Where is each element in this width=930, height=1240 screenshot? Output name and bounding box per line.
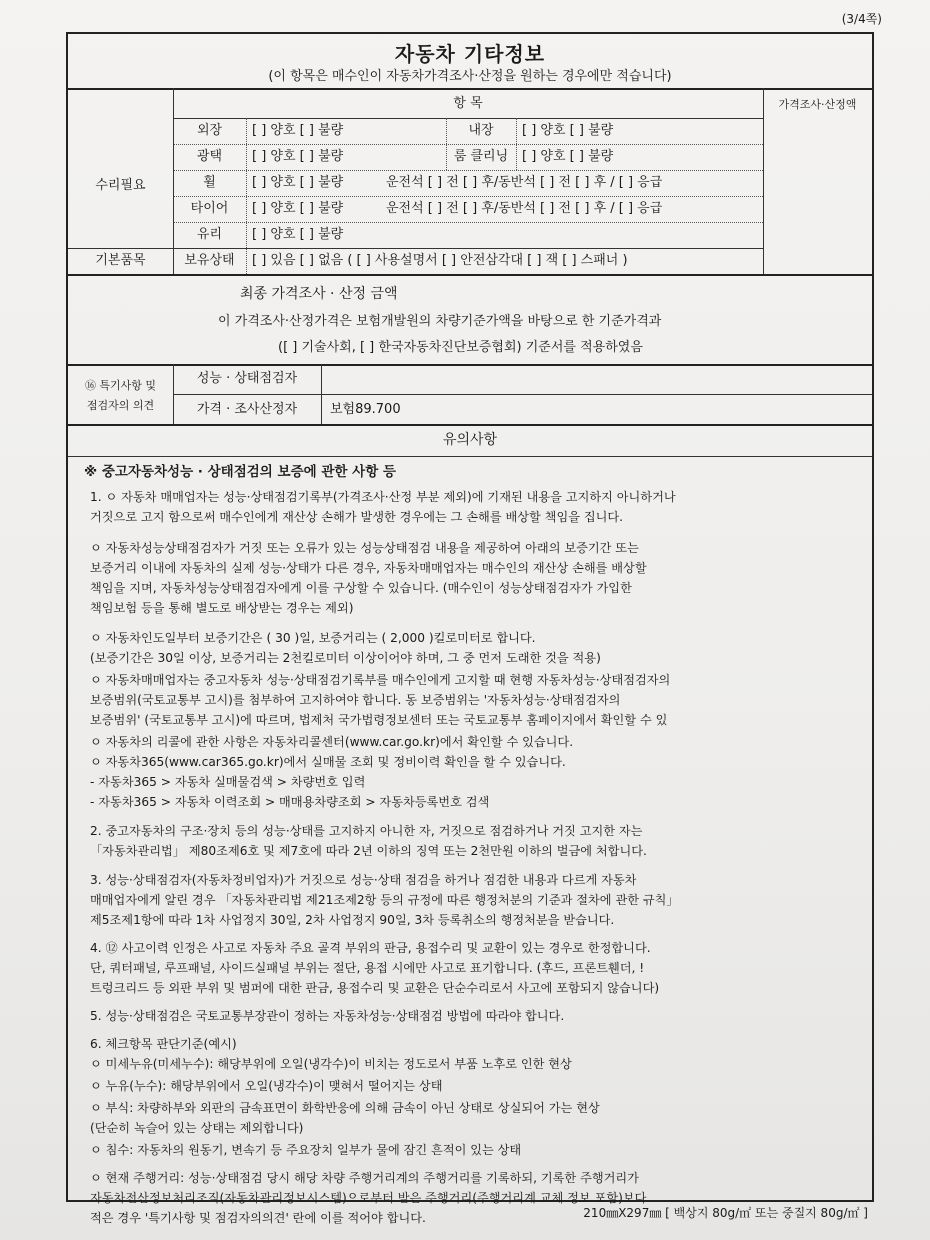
- position-checkbox[interactable]: 운전석 [ ] 전 [ ] 후/동반석 [ ] 전 [ ] 후 / [ ] 응급: [386, 201, 663, 216]
- price-column-header: 가격조사·산정액: [778, 98, 857, 111]
- notice-heading: 유의사항: [442, 432, 498, 448]
- opinion-label: 점검자의 의견: [86, 399, 155, 412]
- repair-label: 수리필요: [95, 178, 146, 193]
- section-border: [68, 364, 872, 366]
- notice-line: 트렁크리드 등 외판 부위 및 범퍼에 대한 판금, 용접수리 및 교환은 단순수리로서 사고에 포함되지 않습니다): [90, 981, 660, 995]
- final-price-text: 이 가격조사·산정가격은 보험개발원의 차량기준가액을 바탕으로 한 기준가격과: [218, 314, 662, 329]
- items-header: 항 목: [453, 96, 483, 111]
- basic-items-checkbox[interactable]: [ ] 있음 [ ] 없음 ( [ ] 사용설명서 [ ] 안전삼각대 [ ] 잭 [ ] 스패너 ): [252, 253, 628, 268]
- appraiser-value[interactable]: 보험89.700: [330, 402, 401, 417]
- condition-checkbox[interactable]: [ ] 양호 [ ] 불량: [252, 123, 344, 138]
- notice-line: (보증기간은 30일 이상, 보증거리는 2천킬로미터 이상이어야 하며, 그 중 먼저 도래한 것을 적용): [90, 651, 601, 665]
- notice-line: ㅇ 침수: 자동차의 원동기, 변속기 등 주요장치 일부가 물에 잠긴 흔적이 있는 상태: [90, 1143, 522, 1157]
- row-name: 타이어: [190, 201, 229, 216]
- final-price-title: 최종 가격조사 · 산정 금액: [240, 286, 398, 302]
- notice-line: - 자동차365 > 자동차 실매물검색 > 차량번호 입력: [90, 775, 366, 789]
- notice-line: ㅇ 자동차의 리콜에 관한 사항은 자동차리콜센터(www.car.go.kr)에서 확인할 수 있습니다.: [90, 735, 574, 749]
- notice-line: ㅇ 부식: 차량하부와 외판의 금속표면이 화학반응에 의해 금속이 아닌 상태로 상실되어 가는 현상: [90, 1101, 600, 1115]
- notice-line: 거짓으로 고지 함으로써 매수인에게 재산상 손해가 발생한 경우에는 그 손해를 배상할 책임을 집니다.: [90, 510, 624, 524]
- position-checkbox[interactable]: 운전석 [ ] 전 [ ] 후/동반석 [ ] 전 [ ] 후 / [ ] 응급: [386, 175, 663, 190]
- page-number: (3/4쪽): [841, 12, 882, 26]
- opinion-divider: [173, 394, 872, 395]
- document-title: 자동차 기타정보: [394, 42, 546, 66]
- basic-items-label: 기본품목: [95, 253, 146, 268]
- condition-checkbox[interactable]: [ ] 양호 [ ] 불량: [252, 227, 344, 242]
- row-divider: [173, 144, 763, 145]
- table-section-border: [68, 274, 872, 276]
- notice-line: 적은 경우 '특기사항 및 점검자의의견' 란에 이를 적어야 합니다.: [90, 1211, 426, 1225]
- section-border: [68, 424, 872, 426]
- notice-line: 6. 체크항목 판단기준(예시): [90, 1037, 237, 1051]
- notice-header-divider: [68, 456, 872, 457]
- notice-line: 책임을 지며, 자동차성능상태점검자에게 이를 구상할 수 있습니다. (매수인이 성능상태점검자가 가입한: [90, 581, 632, 595]
- condition-checkbox[interactable]: [ ] 양호 [ ] 불량: [252, 175, 344, 190]
- notice-line: - 자동차365 > 자동차 이력조회 > 매매용차량조회 > 자동차등록번호 검색: [90, 795, 490, 809]
- notice-line: ㅇ 자동차인도일부터 보증기간은 ( 30 )일, 보증거리는 ( 2,000 )킬로미터로 합니다.: [90, 631, 536, 645]
- notice-line: 2. 중고자동차의 구조·장치 등의 성능·상태를 고지하지 아니한 자, 거짓으로 점검하거나 거짓 고지한 자는: [90, 824, 643, 838]
- notice-line: ㅇ 미세누유(미세누수): 해당부위에 오일(냉각수)이 비치는 정도로서 부품 노후로 인한 현상: [90, 1057, 572, 1071]
- warranty-heading: ※ 중고자동차성능 · 상태점검의 보증에 관한 사항 등: [84, 464, 396, 480]
- notice-line: 4. ⑫ 사고이력 인정은 사고로 자동차 주요 골격 부위의 판금, 용접수리 및 교환이 있는 경우로 한정합니다.: [90, 941, 651, 955]
- opinion-label: ⑯ 특기사항 및: [84, 379, 157, 392]
- table-top-border: [68, 88, 872, 90]
- notice-line: 책임보험 등을 통해 별도로 배상받는 경우는 제외): [90, 601, 354, 615]
- notice-line: 단, 쿼터패널, 루프패널, 사이드실패널 부위는 절단, 용접 시에만 사고로 표기합니다. (후드, 프론트휀더, !: [90, 961, 645, 975]
- paper-spec: 210㎜X297㎜ [ 백상지 80g/㎡ 또는 중질지 80g/㎡ ]: [583, 1206, 868, 1220]
- row-name: 룸 클리닝: [453, 149, 509, 164]
- notice-line: (단순히 녹슬어 있는 상태는 제외합니다): [90, 1121, 304, 1135]
- final-price-standard[interactable]: ([ ] 기술사회, [ ] 한국자동차진단보증협회) 기준서를 적용하였음: [278, 340, 643, 355]
- notice-line: 보증거리 이내에 자동차의 실제 성능·상태가 다른 경우, 자동차매매업자는 매수인의 재산상 손해를 배상할: [90, 561, 647, 575]
- notice-line: 5. 성능·상태점검은 국토교통부장관이 정하는 자동차성능·상태점검 방법에 따라야 합니다.: [90, 1009, 565, 1023]
- condition-checkbox[interactable]: [ ] 양호 [ ] 불량: [252, 201, 344, 216]
- document-subtitle: (이 항목은 매수인이 자동차가격조사·산정을 원하는 경우에만 적습니다): [268, 69, 672, 84]
- row-name: 외장: [196, 123, 223, 138]
- col-divider: [246, 118, 247, 274]
- notice-line: 제5조제1항에 따라 1차 사업정지 30일, 2차 사업정지 90일, 3차 등록취소의 행정처분을 받습니다.: [90, 913, 615, 927]
- col-divider: [516, 118, 517, 170]
- notice-line: ㅇ 자동차성능상태점검자가 거짓 또는 오류가 있는 성능상태점검 내용을 제공하여 아래의 보증기간 또는: [90, 541, 639, 555]
- col-divider: [321, 364, 322, 424]
- notice-line: 보증범위(국토교통부 고시)를 첨부하여 고지하여야 합니다. 동 보증범위는 '자동차성능·상태점검자의: [90, 693, 621, 707]
- inspector-label: 성능 · 상태점검자: [196, 371, 298, 386]
- notice-line: ㅇ 현재 주행거리: 성능·상태점검 당시 해당 차량 주행거리계의 주행거리를 기록하되, 기록한 주행거리가: [90, 1171, 639, 1185]
- row-name: 유리: [196, 227, 223, 242]
- notice-line: 보증범위' (국토교통부 고시)에 따르며, 법제처 국가법령정보센터 또는 국토교통부 홈페이지에서 확인할 수 있: [90, 713, 668, 727]
- row-name: 내장: [468, 123, 494, 138]
- notice-line: 자동차전산정보처리조직(자동차관리정보시스템)으로부터 받은 주행거리(주행거리계 교체 정보 포함)보다: [90, 1191, 647, 1205]
- appraiser-label: 가격 · 조사산정자: [196, 402, 298, 417]
- row-divider: [173, 196, 763, 197]
- notice-line: ㅇ 자동차매매업자는 중고자동차 성능·상태점검기록부를 매수인에게 고지할 때 현행 자동차성능·상태점검자의: [90, 673, 671, 687]
- row-divider: [173, 170, 763, 171]
- notice-line: ㅇ 누유(누수): 해당부위에서 오일(냉각수)이 맺혀서 떨어지는 상태: [90, 1079, 443, 1093]
- notice-line: 매매업자에게 알린 경우 「자동차관리법 제21조제2항 등의 규정에 따른 행정처분의 기준과 절차에 관한 규칙」: [90, 893, 679, 907]
- condition-checkbox[interactable]: [ ] 양호 [ ] 불량: [522, 123, 614, 138]
- row-name: 광택: [196, 149, 223, 164]
- row-name: 휠: [203, 175, 216, 190]
- notice-line: 「자동차관리법」 제80조제6호 및 제7호에 따라 2년 이하의 징역 또는 2천만원 이하의 벌금에 처합니다.: [90, 844, 647, 858]
- notice-line: 1. ㅇ 자동차 매매업자는 성능·상태점검기록부(가격조사·산정 부분 제외)에 기재된 내용을 고지하지 아니하거나: [90, 490, 676, 504]
- row-divider: [173, 222, 763, 223]
- row-name: 보유상태: [184, 253, 235, 268]
- header-divider: [173, 118, 763, 119]
- condition-checkbox[interactable]: [ ] 양호 [ ] 불량: [252, 149, 344, 164]
- condition-checkbox[interactable]: [ ] 양호 [ ] 불량: [522, 149, 614, 164]
- notice-line: ㅇ 자동차365(www.car365.go.kr)에서 실매물 조회 및 정비이력 확인을 할 수 있습니다.: [90, 755, 566, 769]
- col-divider: [763, 88, 764, 274]
- notice-line: 3. 성능·상태점검자(자동차정비업자)가 거짓으로 성능·상태 점검을 하거나 점검한 내용과 다르게 자동차: [90, 873, 637, 887]
